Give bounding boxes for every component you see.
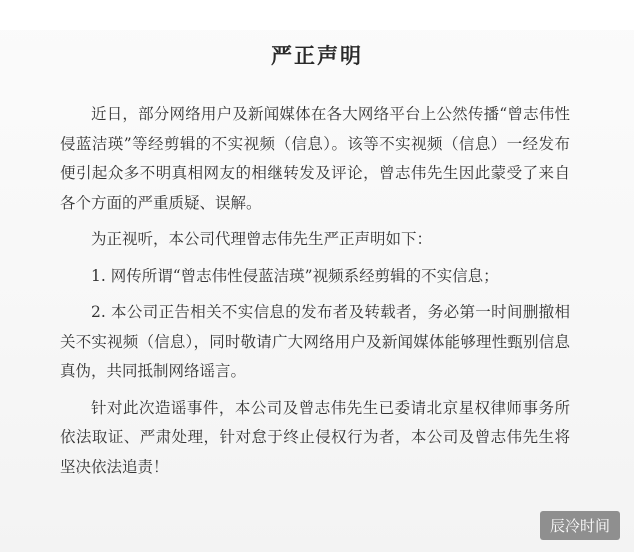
paragraph-point-2: 2. 本公司正告相关不实信息的发布者及转载者，务必第一时间删撤相关不实视频（信息），同时敬请广大网络用户及新闻媒体能够理性甄别信息真伪，共同抵制网络谣言。 [60, 303, 570, 380]
document-title: 严正声明 [271, 44, 363, 68]
watermark-label: 辰冷时间 [540, 511, 620, 540]
paragraph-intro: 近日，部分网络用户及新闻媒体在各大网络平台上公然传播“曾志伟性侵蓝洁瑛”等经剪辑的不实视频（信息）。该等不实视频（信息）一经发布便引起众多不明真相网友的相继转发及评论，曾志伟先生因此蒙受了来自各个方面的严重质疑、误解。 [60, 105, 570, 212]
top-margin [0, 0, 634, 30]
paragraph-declaration-lead: 为正视听，本公司代理曾志伟先生严正声明如下： [91, 230, 433, 248]
paragraph-conclusion: 针对此次造谣事件，本公司及曾志伟先生已委请北京星权律师事务所依法取证、严肃处理，针对怠于终止侵权行为者，本公司及曾志伟先生将坚决依法追责！ [60, 398, 570, 476]
paragraph-point-1: 1. 网传所谓“曾志伟性侵蓝洁瑛”视频系经剪辑的不实信息； [91, 266, 499, 285]
document-body [60, 100, 570, 489]
